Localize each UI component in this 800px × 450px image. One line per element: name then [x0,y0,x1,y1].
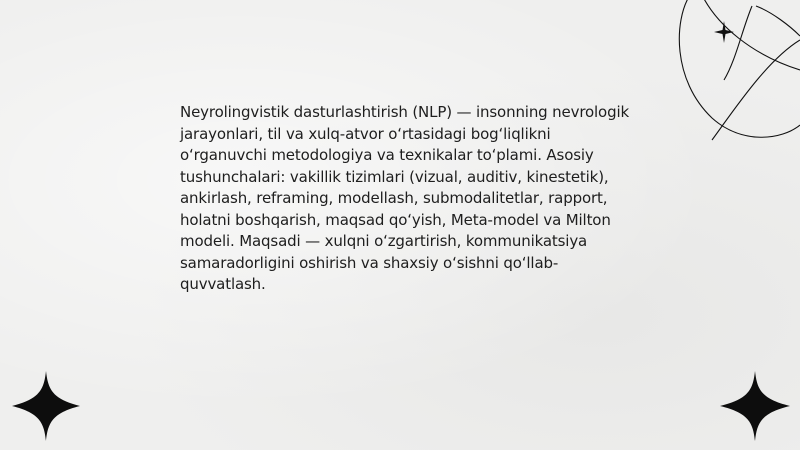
slide-body-text: Neyrolingvistik dasturlashtirish (NLP) — insonning nevrologik jarayonlari, til va xulq-atvor oʻrtasidagi bogʻliqlikni oʻrganuvchi metodologiya va texnikalar toʻplami. Asosiy tushunchalari: vakillik tizimlari (vizual, auditiv, kinestetik), ankirlash, reframing, modellash, submodalitetlar, rapport, holatni boshqarish, maqsad qoʻyish, Meta-model va Milton modeli. Maqsadi — xulqni oʻzgartirish, kommunikatsiya samaradorligini oshirish va shaxsiy oʻsishni qoʻllab-quvvatlash. [180,103,630,293]
four-point-star-icon [12,371,80,441]
sparkle-icon [714,21,734,43]
orbit-lines-icon [672,0,800,142]
four-point-star-icon [720,371,790,441]
